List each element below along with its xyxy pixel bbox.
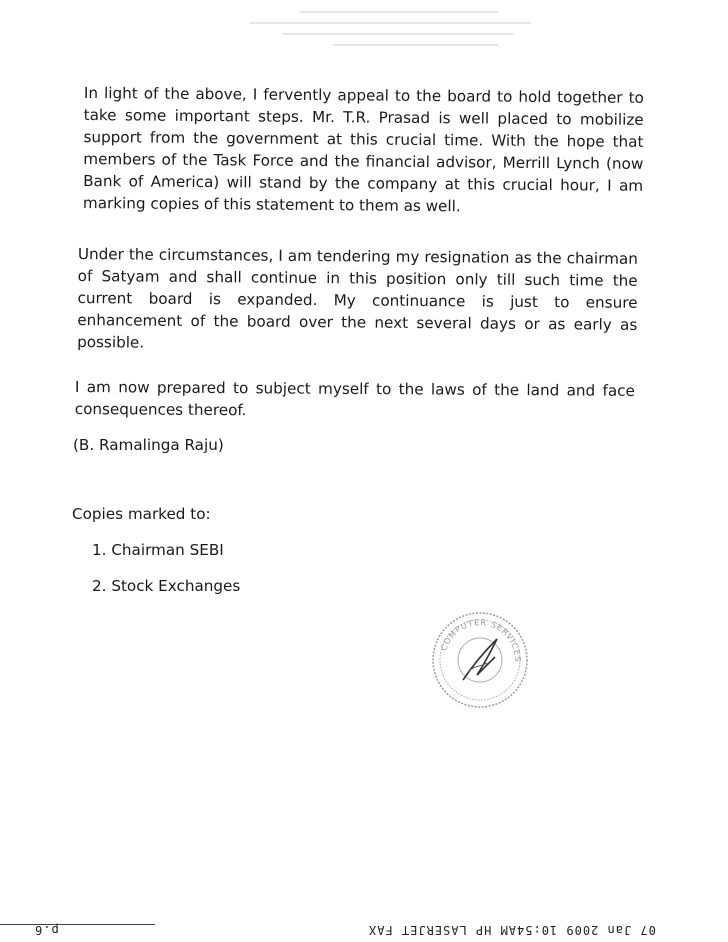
copies-list — [92, 539, 240, 611]
signature-name: (B. Ramalinga Raju) — [73, 436, 224, 454]
seal-arc-text: COMPUTER SERVICES — [439, 617, 523, 663]
company-seal-stamp — [425, 605, 535, 715]
faint-letterhead-bleed — [250, 2, 580, 72]
copies-heading: Copies marked to: — [72, 505, 211, 523]
footer-rule — [0, 924, 155, 925]
fax-transmission-header: 07 Jan 2009 10:54AM HP LASERJET FAX — [368, 923, 656, 937]
consequences-paragraph: I am now prepared to subject myself to the laws of the land and face consequences thereof. — [74, 377, 635, 420]
appeal-paragraph: In light of the above, I fervently appeal to the board to hold together to take some important steps. Mr. T.R. Prasad is well placed to mobilize support from the government at this crucial time. With the hope that members of the Task Force and the financial advisor, Merrill Lynch (now Bank of America) will stand by the company at this crucial hour, I am marking copies of this statement to them as well. — [82, 83, 644, 216]
fax-page-number: p.6 — [34, 923, 59, 937]
copies-list-item: 1. Chairman SEBI — [92, 541, 224, 559]
copies-list-item: 2. Stock Exchanges — [92, 577, 241, 595]
resignation-paragraph: Under the circumstances, I am tendering my resignation as the chairman of Satyam and shall continue in this position only till such time the current board is expanded. My continuance is just to ensure enhancement of the board over the next several days or as early as possible. — [77, 244, 638, 352]
